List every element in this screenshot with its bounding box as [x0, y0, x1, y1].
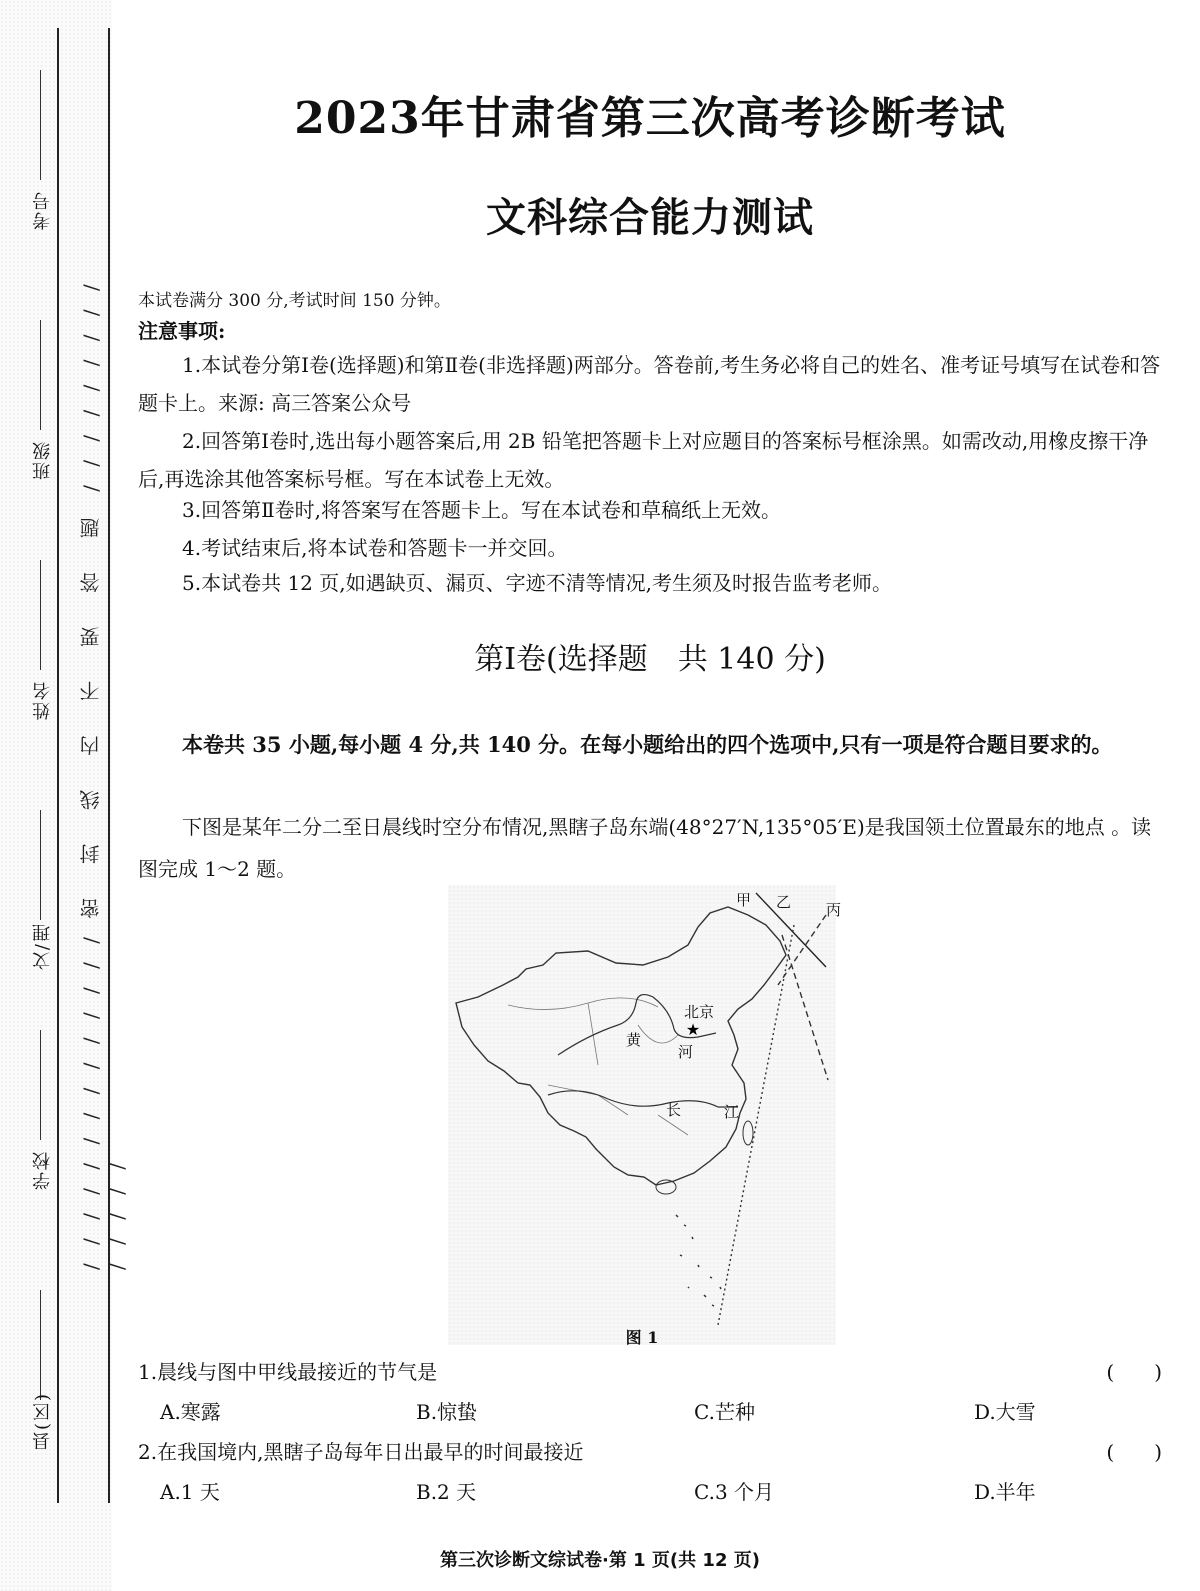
notice-item: 1.本试卷分第Ⅰ卷(选择题)和第Ⅱ卷(非选择题)两部分。答卷前,考生务必将自己的姓名、准考证号填写在试卷和答题卡上。来源: 高三答案公众号 — [138, 353, 1161, 415]
seal-line-text — [78, 270, 129, 1270]
taiwan-island — [743, 1121, 753, 1145]
notice-heading: 注意事项: — [138, 319, 226, 343]
county-label: 县(区) — [32, 1391, 53, 1450]
fill-line — [40, 320, 41, 430]
answer-parentheses: ( ) — [1106, 1440, 1162, 1464]
line-yi — [718, 925, 794, 1325]
school-field — [8, 1030, 68, 1190]
page-footer: 第三次诊断文综试卷·第 1 页(共 12 页) — [440, 1550, 760, 1571]
notice-item: 2.回答第Ⅰ卷时,选出每小题答案后,用 2B 铅笔把答题卡上对应题目的答案标号框涂黑。如需改动,用橡皮擦干净后,再选涂其他答案标号框。写在本试卷上无效。 — [138, 429, 1149, 491]
option-d: D.半年 — [974, 1480, 1036, 1504]
notice-item: 5.本试卷共 12 页,如遇缺页、漏页、字迹不清等情况,考生须及时报告监考老师。 — [182, 571, 892, 595]
exam-subtitle: 文科综合能力测试 — [486, 195, 814, 241]
question-1 — [138, 1356, 1162, 1385]
exam-title: 2023年甘肃省第三次高考诊断考试 — [294, 93, 1006, 144]
china-outline — [456, 907, 786, 1185]
option-b: B.2 天 — [416, 1480, 477, 1504]
name-field — [8, 560, 68, 720]
label-chang: 长 — [666, 1101, 682, 1119]
fill-line — [40, 1290, 41, 1400]
option-c: C.芒种 — [694, 1400, 755, 1424]
seal-warning: 密 封 线 内 不 要 答 题 — [79, 504, 103, 919]
exam-number-label: 考号 — [32, 190, 53, 230]
binding-line — [57, 28, 59, 1503]
yangtze-river — [548, 1091, 738, 1107]
name-label: 姓名 — [32, 680, 53, 720]
fill-line — [40, 1030, 41, 1140]
notice-item: 3.回答第Ⅱ卷时,将答案写在答题卡上。写在本试卷和草稿纸上无效。 — [182, 498, 782, 522]
beijing-star-icon: ★ — [685, 1020, 701, 1039]
seal-slashes: / / / / / / / / / / / / / / — [79, 931, 103, 1270]
answer-parentheses: ( ) — [1106, 1360, 1162, 1384]
fill-line — [40, 70, 41, 180]
binding-margin — [0, 0, 129, 1591]
figure-1-map — [448, 885, 842, 1347]
south-sea-islands — [676, 1215, 721, 1306]
label-beijing: 北京 — [684, 1003, 715, 1021]
intro-text: 本试卷满分 300 分,考试时间 150 分钟。 — [138, 291, 451, 311]
section-instructions: 本卷共 35 小题,每小题 4 分,共 140 分。在每小题给出的四个选项中,只有一项是符合题目要求的。 — [182, 732, 1113, 757]
seal-slashes: / / / / / / / / / / / / / / — [79, 278, 129, 1270]
question-2 — [138, 1436, 1162, 1465]
label-huang: 黄 — [626, 1031, 642, 1049]
label-jia: 甲 — [736, 891, 752, 909]
passage-text: 下图是某年二分二至日晨线时空分布情况,黑瞎子岛东端(48°27′N,135°05′E)是我国领土位置最东的地点 。读图完成 1～2 题。 — [138, 815, 1152, 881]
label-he: 河 — [678, 1043, 694, 1061]
stream-field — [8, 810, 68, 970]
class-label: 班级 — [32, 440, 53, 480]
fill-line — [40, 560, 41, 670]
class-field — [8, 320, 68, 480]
notice-item: 4.考试结束后,将本试卷和答题卡一并交回。 — [182, 536, 568, 560]
option-b: B.惊蛰 — [416, 1400, 478, 1424]
label-jiang: 江 — [724, 1103, 740, 1121]
line-bing-upper — [778, 915, 826, 985]
county-field — [8, 1290, 68, 1450]
section-title: 第Ⅰ卷(选择题 共 140 分) — [474, 642, 826, 677]
fill-line — [40, 810, 41, 920]
question-stem: 2.在我国境内,黑瞎子岛每年日出最早的时间最接近 — [138, 1440, 584, 1464]
option-a: A.1 天 — [160, 1480, 220, 1504]
question-stem: 1.晨线与图中甲线最接近的节气是 — [138, 1360, 438, 1384]
school-label: 学校 — [32, 1150, 53, 1190]
province-borders — [508, 998, 688, 1135]
label-bing: 丙 — [826, 901, 842, 919]
china-map-svg — [448, 885, 842, 1325]
stream-label: 文/理 — [32, 921, 53, 970]
line-bing — [782, 935, 828, 1080]
label-yi: 乙 — [776, 893, 792, 911]
binding-line — [108, 28, 110, 1503]
option-d: D.大雪 — [974, 1400, 1036, 1424]
option-a: A.寒露 — [160, 1400, 221, 1424]
exam-number-field — [8, 70, 68, 230]
figure-caption: 图 1 — [625, 1328, 659, 1347]
option-c: C.3 个月 — [694, 1480, 775, 1504]
